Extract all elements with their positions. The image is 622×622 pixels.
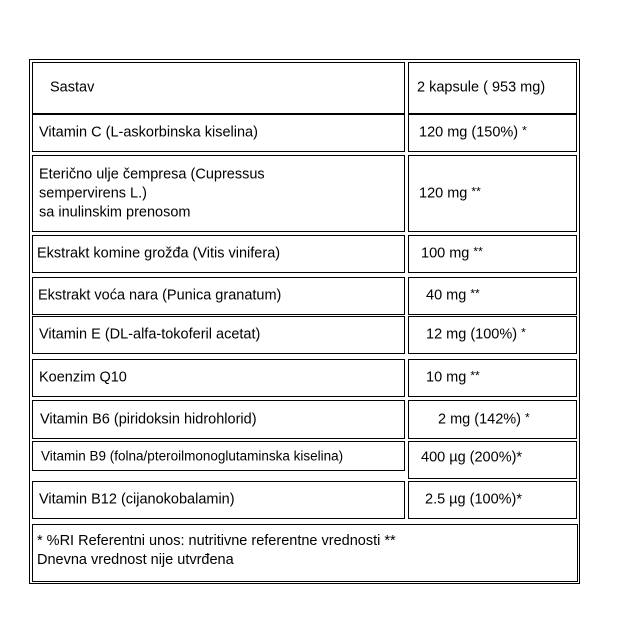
footnote-mark: ** (470, 286, 480, 301)
footnote-mark: * (525, 410, 530, 424)
footnote-mark: * (521, 325, 526, 340)
table-row-name-cell (32, 481, 405, 519)
ingredient-amount: 100 mg (421, 245, 470, 262)
footnote-mark: ** (470, 368, 480, 383)
ingredient-name-line: sa inulinskim prenosom (39, 204, 191, 220)
ingredient-name: Ekstrakt voća nara (Punica granatum) (38, 287, 282, 304)
ingredient-amount: 10 mg (426, 369, 467, 386)
footnote (37, 532, 396, 570)
header-amount: 2 kapsule ( 953 mg) (417, 79, 546, 96)
footnote-cell (32, 524, 578, 582)
header-label-cell (32, 62, 405, 114)
footnote-line: * %RI Referentni unos: nutritivne referentne vrednosti ** (37, 533, 396, 549)
table-row-name-cell (32, 277, 405, 315)
ingredient-name-line: sempervirens L.) (39, 185, 147, 201)
ingredient-amount: 12 mg (100%) (426, 326, 518, 343)
table-row-amount-cell (408, 235, 577, 273)
table-row-amount-cell (408, 316, 577, 354)
table-row-amount-cell (408, 155, 577, 232)
table-row-name-cell (32, 316, 405, 354)
footnote-mark: ** (473, 244, 483, 259)
table-row-amount-cell (408, 481, 577, 519)
ingredient-name (39, 165, 400, 222)
table-row-name-cell (32, 400, 405, 439)
ingredient-name: Vitamin B12 (cijanokobalamin) (39, 491, 235, 508)
footnote-mark: * (522, 123, 527, 138)
table-row-name-cell (32, 155, 405, 232)
ingredient-name: Vitamin C (L-askorbinska kiselina) (39, 124, 258, 141)
ingredient-name: Ekstrakt komine grožđa (Vitis vinifera) (37, 245, 281, 262)
ingredient-amount: 120 mg (419, 185, 468, 201)
footnote-line: Dnevna vrednost nije utvrđena (37, 552, 234, 568)
table-row-amount-cell (408, 400, 577, 439)
table-row-name-cell (32, 114, 405, 152)
ingredient-amount: 400 µg (200%)* (421, 449, 523, 466)
table-row-amount-cell (408, 441, 577, 479)
table-row-name-cell (32, 359, 405, 397)
header-amount-cell (408, 62, 577, 114)
ingredient-name: Vitamin B6 (piridoksin hidrohlorid) (40, 411, 257, 427)
footnote-mark: ** (471, 184, 481, 198)
table-row-amount-cell (408, 114, 577, 152)
ingredient-name: Vitamin E (DL-alfa-tokoferil acetat) (39, 326, 261, 343)
ingredient-name: Koenzim Q10 (39, 369, 127, 386)
table-row-name-cell (32, 441, 405, 471)
table-row-name-cell (32, 235, 405, 273)
table-row-amount-cell (408, 277, 577, 315)
ingredient-amount: 2 mg (142%) (438, 411, 522, 427)
ingredient-amount: 2.5 µg (100%)* (425, 491, 523, 508)
header-label: Sastav (50, 79, 95, 96)
table-row-amount-cell (408, 359, 577, 397)
ingredient-name: Vitamin B9 (folna/pteroilmonoglutaminska kiselina) (41, 448, 344, 464)
ingredient-amount: 120 mg (150%) (419, 124, 519, 141)
ingredient-name-line: Eterično ulje čempresa (Cupressus (39, 166, 265, 182)
ingredient-amount: 40 mg (426, 287, 467, 304)
